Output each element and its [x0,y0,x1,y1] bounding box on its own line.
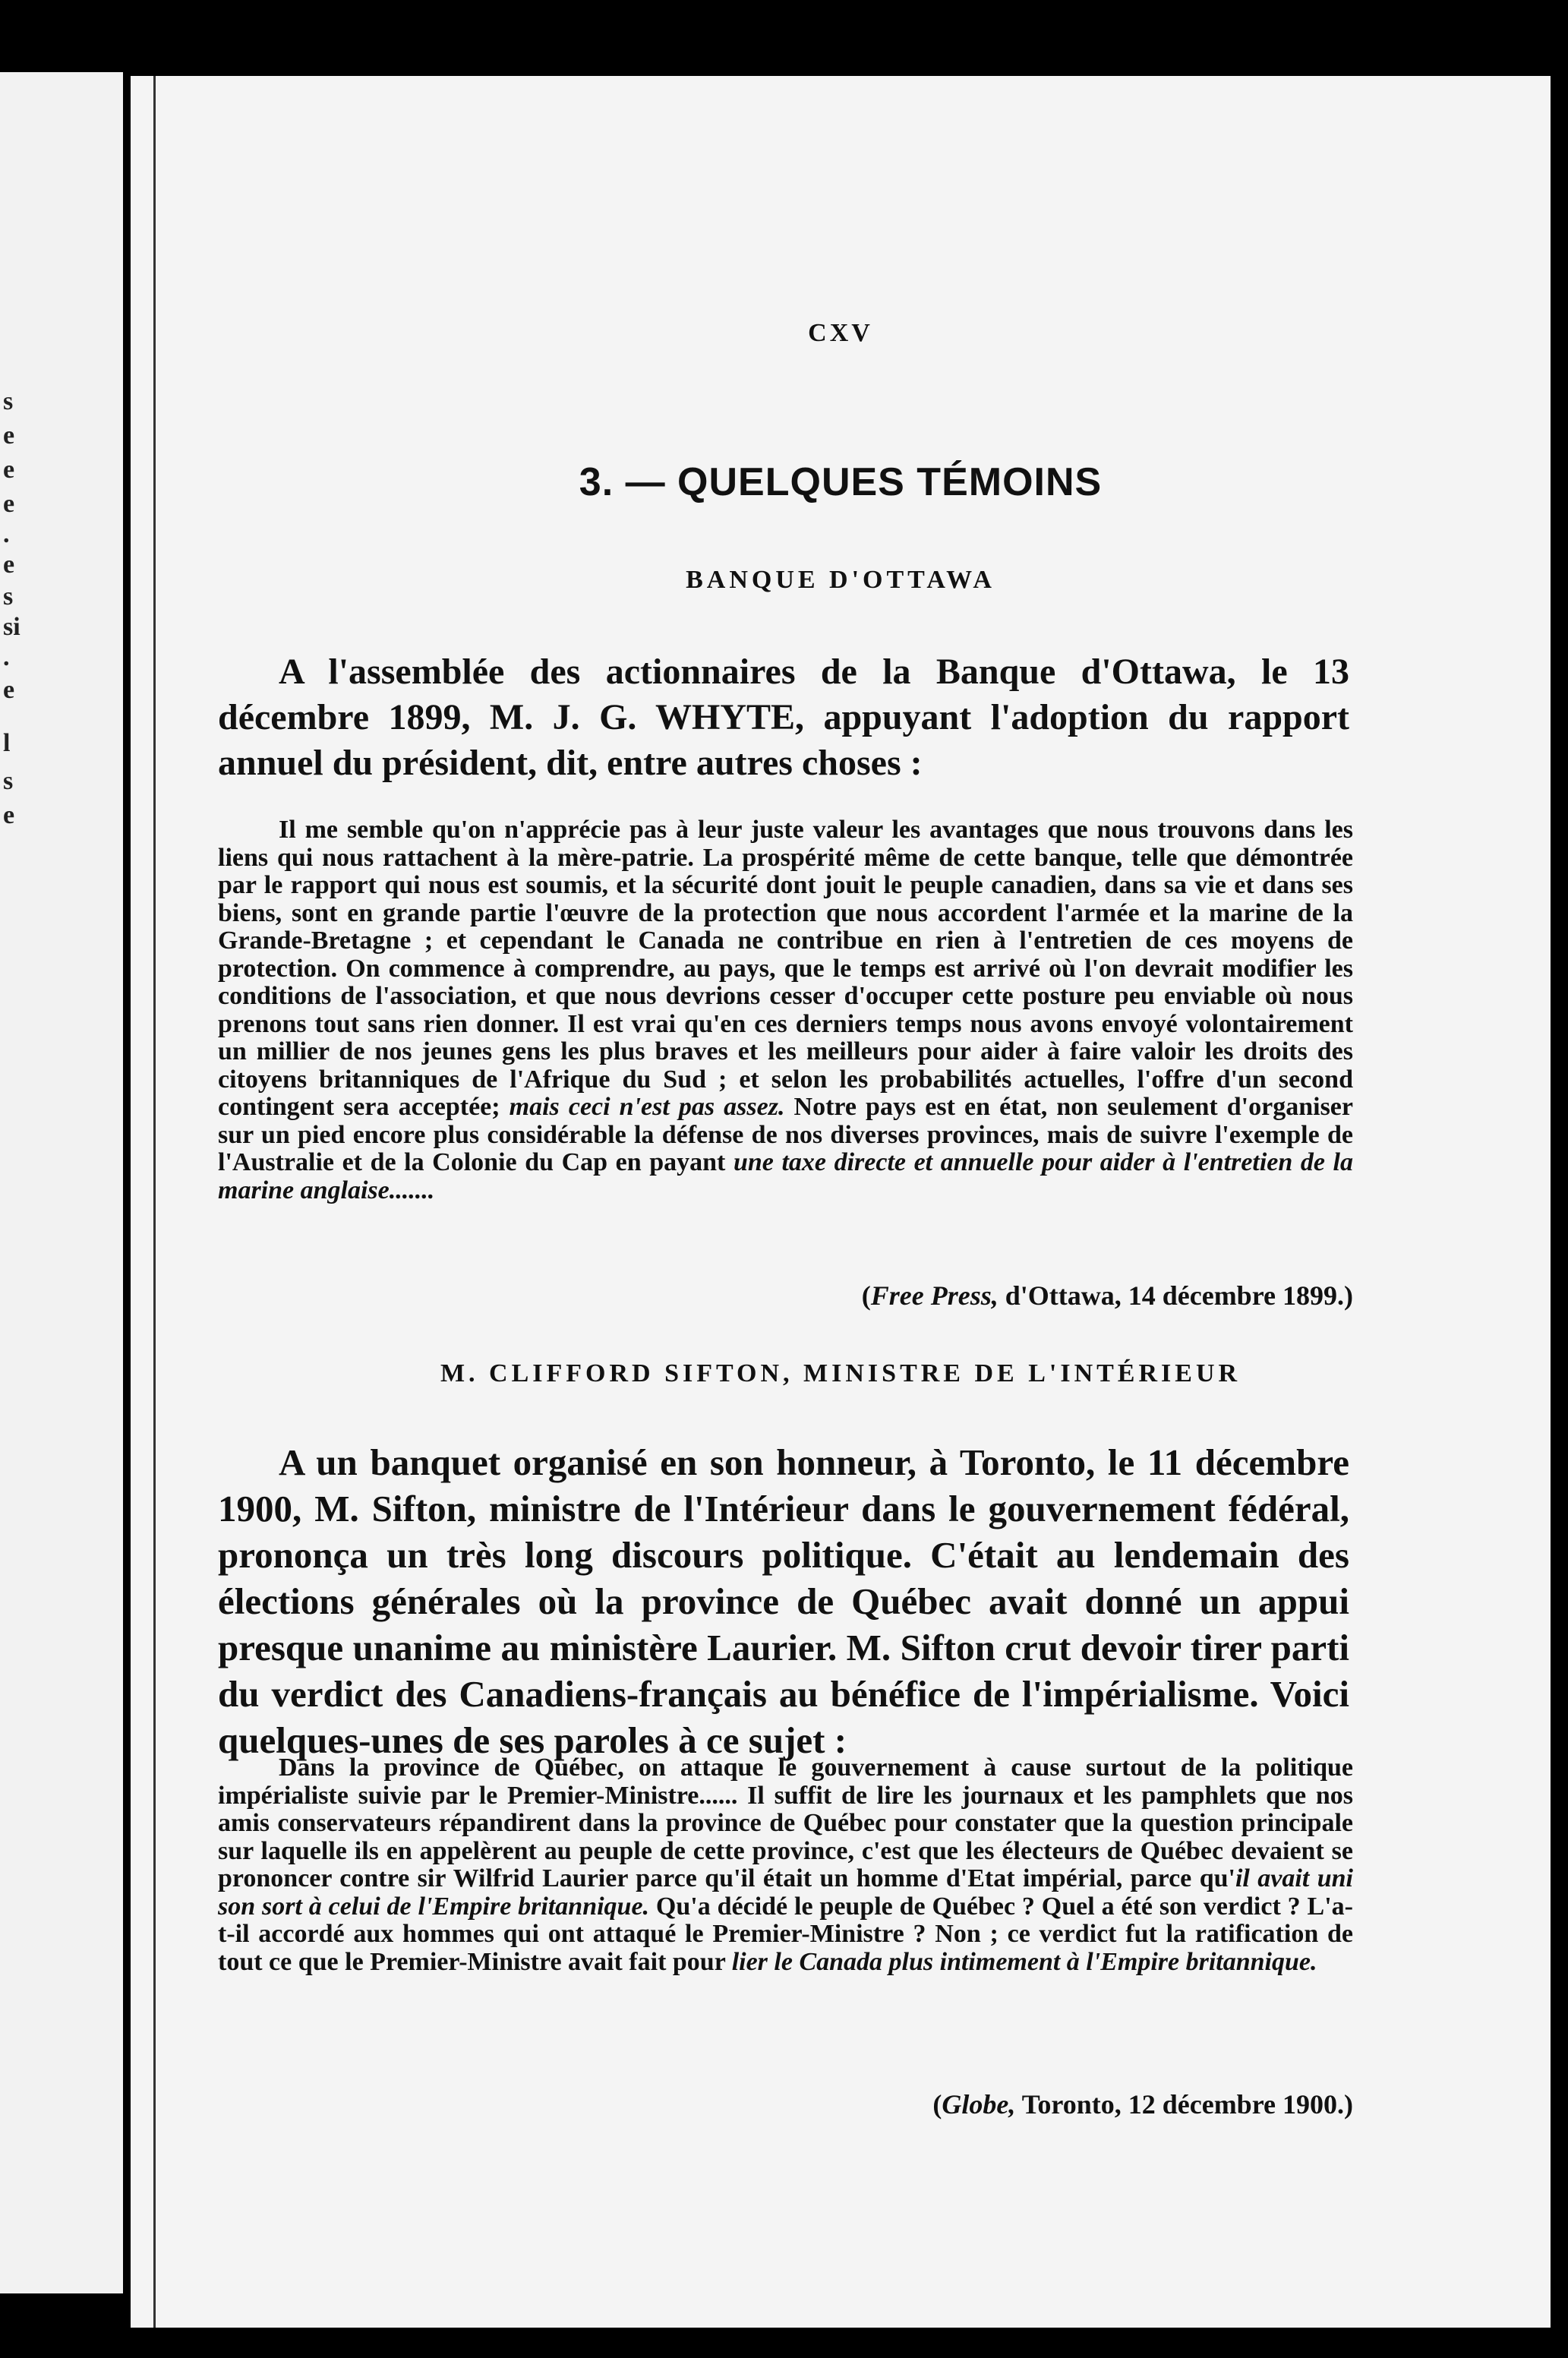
quote-text: Qu'a décidé le peuple de Québec ? Quel a été son verdict ? L'a-t-il accordé aux hommes qui ont attaqué le Premier-Ministre ? Non ; ce verdict fut la ratification de tout ce que le Premier-Ministre avait fait pour [218,1892,1353,1976]
left-page-fragment: e [3,551,15,579]
left-page-fragment: e [3,421,15,450]
quote-text: Il me semble qu'on n'apprécie pas à leur juste valeur les avantages que nous trouvons dans les liens qui nous rattachent à la mère-patrie. La prospérité même de cette banque, telle que démontrée par le rapport qui nous est soumis, et la sécurité dont jouit le peuple canadien, dans sa vie et dans ses biens, sont en grande partie l'œuvre de la protection que nous accordent l'armée et la marine de la Grande-Bretagne ; et cependant le Canada ne contribue en rien à l'entretien de ces moyens de protection. On commence à comprendre, au pays, que le temps est arrivé où l'on devrait modifier les conditions de l'association, et que nous devrions cesser d'occuper cette posture peu enviable où nous prenons tout sans rien donner. Il est vrai qu'en ces derniers temps nous avons envoyé volontairement un millier de nos jeunes gens les plus braves et les meilleurs pour aider à faire valoir les droits des citoyens britanniques de l'Afrique du Sud ; et selon les probabilités actuelles, l'offre d'un second contingent sera acceptée; [218,816,1353,1121]
left-page-edge [0,72,123,2293]
quote-text: Dans la province de Québec, on attaque le gouvernement à cause surtout de la politique impérialiste suivie par le Premier-Ministre...... Il suffit de lire les journaux et les pamphlets que nos amis conservateurs répandirent dans la province de Québec pour constater que la question principale sur laquelle ils en appelèrent au peuple de cette province, c'est que les électeurs de Québec devaient se prononcer contre sir Wilfrid Laurier parce qu'il était un homme d'Etat impérial, parce qu' [218,1754,1353,1892]
left-page-fragment: e [3,490,15,518]
left-page-fragment: l [3,729,11,757]
book-page [131,76,1551,2328]
intro-text: A un banquet organisé en son honneur, à Toronto, le 11 décembre 1900, M. Sifton, ministre de l'Intérieur dans le gouvernement fédéral, prononça un très long discours politique. C'était au lendemain des élections générales où la province de Québec avait donné un appui presque unanime au ministère Laurier. M. Sifton crut devoir tirer parti du verdict des Canadiens-français au bénéfice de l'impérialisme. Voici quelques-unes de ses paroles à ce sujet : [218,1441,1349,1761]
citation-globe [131,2088,1353,2120]
quote-sifton [218,1754,1353,1976]
quote-emphasis: il avait uni son sort à celui de l'Empire britannique. [218,1864,1354,1921]
left-page-fragment: e [3,676,15,704]
quote-emphasis: mais ceci n'est pas assez. [509,1093,785,1121]
left-page-fragment: s [3,582,14,611]
subheading-sifton: M. CLIFFORD SIFTON, MINISTRE DE L'INTÉRIEUR [440,1359,1241,1387]
subheading-banque-ottawa: BANQUE D'OTTAWA [686,566,995,594]
quote-emphasis: lier le Canada plus intimement à l'Empire britannique. [731,1947,1317,1976]
citation-paren: ( [932,2089,942,2120]
citation-detail: d'Ottawa, 14 décembre 1899.) [1005,1280,1353,1311]
section-title: 3. — QUELQUES TÉMOINS [579,460,1103,504]
left-page-fragment: . [3,643,10,671]
citation-source: Globe, [942,2089,1016,2120]
quote-emphasis: une taxe directe et annuelle pour aider à l'entretien de la marine anglaise....... [218,1148,1354,1204]
left-page-fragment: e [3,456,15,484]
left-page-fragment: s [3,387,14,415]
left-page-fragment: si [3,613,21,641]
intro-text: A l'assemblée des actionnaires de la Banque d'Ottawa, le 13 décembre 1899, M. J. G. WHYTE, appuyant l'adoption du rapport annuel du président, dit, entre autres choses : [218,652,1349,783]
left-page-fragment: . [3,520,10,548]
citation-paren: ( [861,1280,871,1311]
left-page-fragment: s [3,767,14,795]
citation-detail: Toronto, 12 décembre 1900.) [1021,2089,1353,2120]
left-page-fragment: e [3,801,15,829]
quote-text: Notre pays est en état, non seulement d'organiser sur un pied encore plus considérable la défense de nos diverses provinces, mais de suivre l'exemple de l'Australie et de la Colonie du Cap en payant [218,1093,1353,1176]
quote-whyte [218,816,1353,1204]
intro-paragraph-whyte [218,649,1349,786]
citation-source: Free Press, [870,1280,999,1311]
page-number: CXV [808,319,873,347]
page-border-line [153,76,156,2328]
intro-paragraph-sifton [218,1439,1349,1763]
citation-free-press [131,1280,1353,1312]
